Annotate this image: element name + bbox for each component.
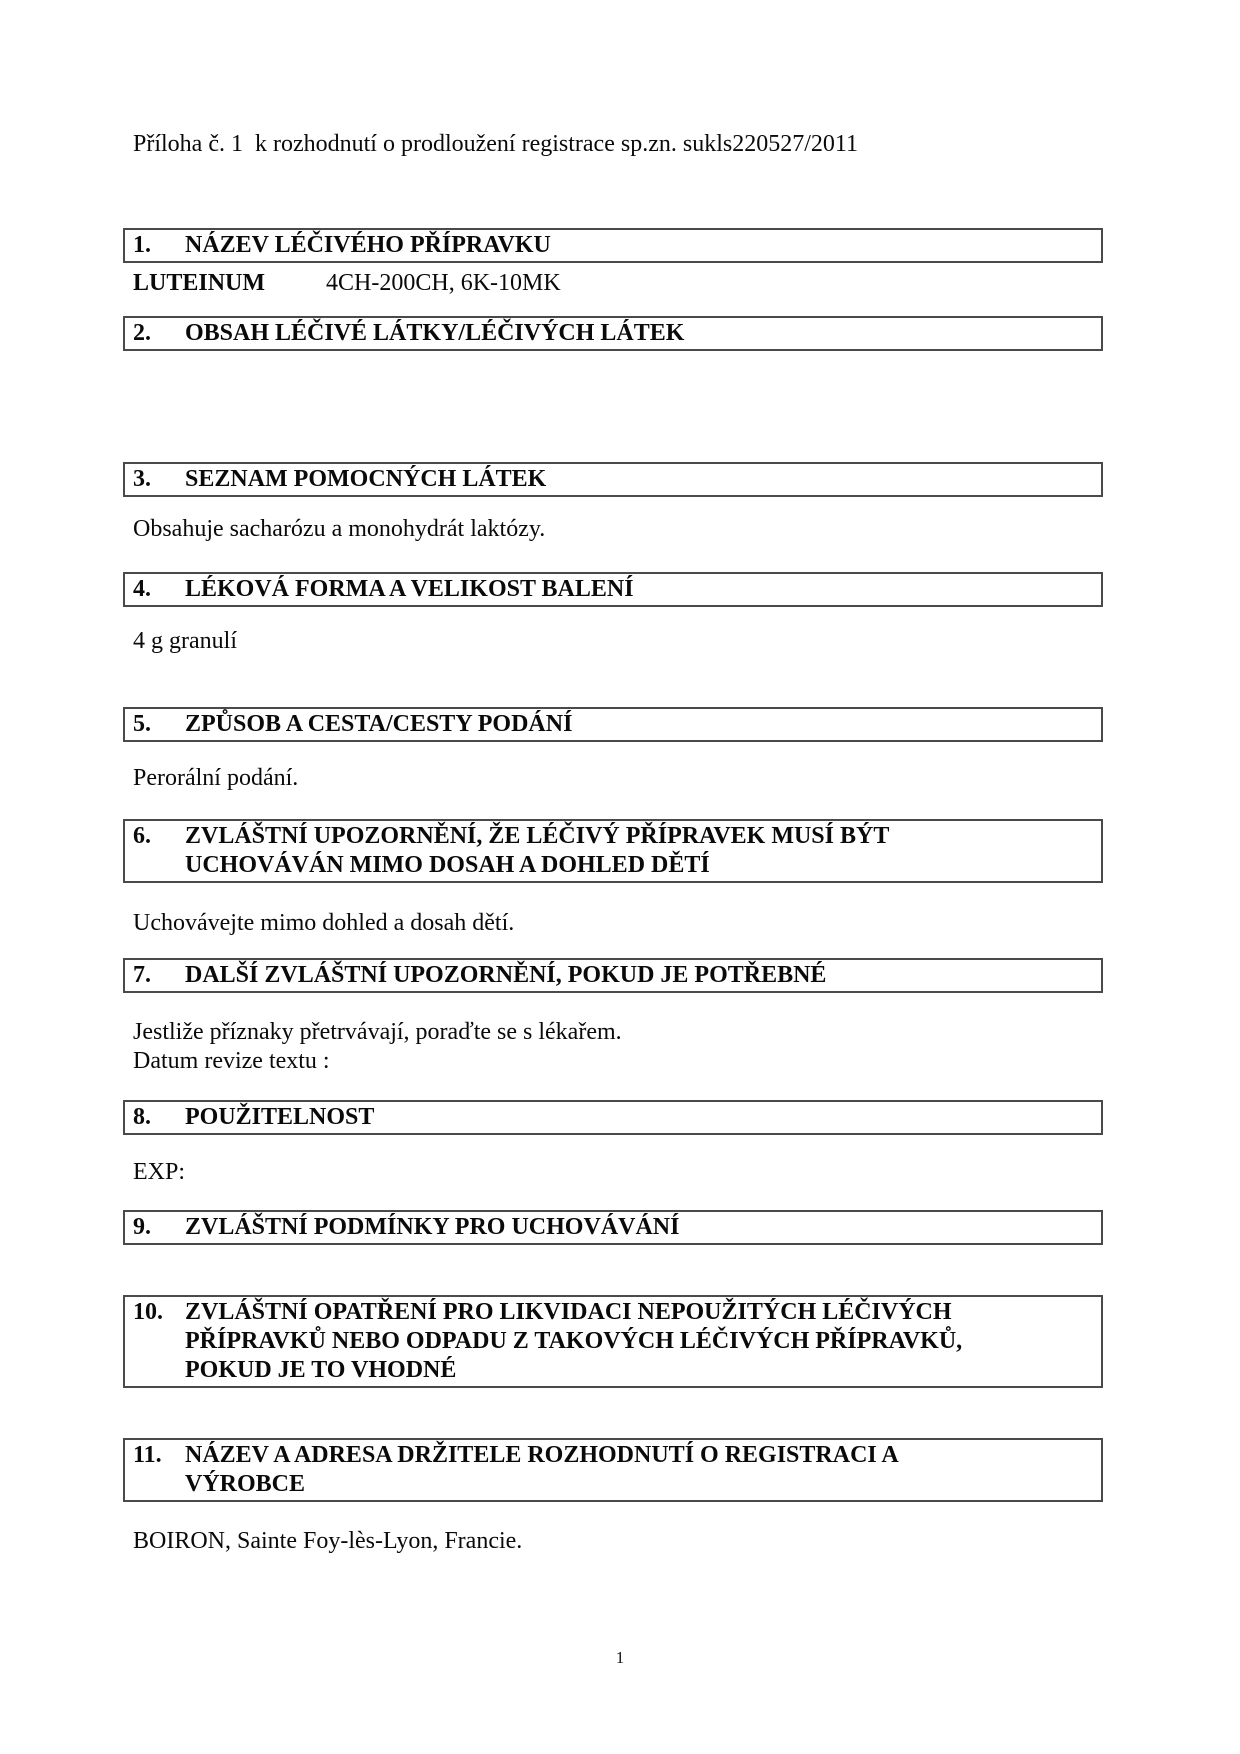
section-title: DALŠÍ ZVLÁŠTNÍ UPOZORNĚNÍ, POKUD JE POTŘEBNÉ xyxy=(185,962,827,988)
warning-line-1: Jestliže příznaky přetrvávají, poraďte se s lékařem. xyxy=(133,1019,622,1045)
product-strength: 4CH-200CH, 6K-10MK xyxy=(326,270,561,296)
section-title: ZVLÁŠTNÍ UPOZORNĚNÍ, ŽE LÉČIVÝ PŘÍPRAVEK MUSÍ BÝT UCHOVÁVÁN MIMO DOSAH A DOHLED DĚTÍ xyxy=(185,823,889,878)
section-title: SEZNAM POMOCNÝCH LÁTEK xyxy=(185,466,547,492)
page-number: 1 xyxy=(615,1648,625,1667)
section-heading-11 xyxy=(123,1438,1103,1502)
section-heading-1 xyxy=(123,228,1103,263)
marketing-holder-text: BOIRON, Sainte Foy-lès-Lyon, Francie. xyxy=(133,1528,523,1554)
section-title: ZVLÁŠTNÍ OPATŘENÍ PRO LIKVIDACI NEPOUŽITÝCH LÉČIVÝCH PŘÍPRAVKŮ NEBO ODPADU Z TAKOVÝCH LÉČIVÝCH PŘÍPRAVKŮ, POKUD JE TO VHODNÉ xyxy=(185,1299,963,1383)
section-number: 7. xyxy=(133,962,151,988)
section-heading-4 xyxy=(123,572,1103,607)
section-number: 3. xyxy=(133,466,151,492)
section-number: 6. xyxy=(133,823,151,849)
section-heading-8 xyxy=(123,1100,1103,1135)
section-title: ZPŮSOB A CESTA/CESTY PODÁNÍ xyxy=(185,711,573,737)
section-number: 8. xyxy=(133,1104,151,1130)
product-name: LUTEINUM xyxy=(133,270,266,296)
section-number: 5. xyxy=(133,711,151,737)
section-number: 10. xyxy=(133,1299,163,1325)
section-title: POUŽITELNOST xyxy=(185,1104,375,1130)
section-title: NÁZEV A ADRESA DRŽITELE ROZHODNUTÍ O REGISTRACI A VÝROBCE xyxy=(185,1442,898,1497)
warning-line-2: Datum revize textu : xyxy=(133,1048,330,1074)
section-heading-7 xyxy=(123,958,1103,993)
section-number: 4. xyxy=(133,576,151,602)
section-number: 1. xyxy=(133,232,151,258)
section-heading-3 xyxy=(123,462,1103,497)
section-number: 11. xyxy=(133,1442,162,1468)
section-title: LÉKOVÁ FORMA A VELIKOST BALENÍ xyxy=(185,576,634,602)
document-header: Příloha č. 1 k rozhodnutí o prodloužení registrace sp.zn. sukls220527/2011 xyxy=(133,131,858,157)
route-text: Perorální podání. xyxy=(133,765,299,791)
section-heading-2 xyxy=(123,316,1103,351)
section-heading-10 xyxy=(123,1295,1103,1388)
warning-text xyxy=(133,1018,1130,1076)
keep-away-text: Uchovávejte mimo dohled a dosah dětí. xyxy=(133,910,515,936)
section-title: OBSAH LÉČIVÉ LÁTKY/LÉČIVÝCH LÁTEK xyxy=(185,320,685,346)
section-heading-5 xyxy=(123,707,1103,742)
product-line xyxy=(133,269,1240,298)
section-number: 9. xyxy=(133,1214,151,1240)
section-title: ZVLÁŠTNÍ PODMÍNKY PRO UCHOVÁVÁNÍ xyxy=(185,1214,680,1240)
section-number: 2. xyxy=(133,320,151,346)
dosage-form-text: 4 g granulí xyxy=(133,628,237,654)
section-heading-6 xyxy=(123,819,1103,883)
section-title: NÁZEV LÉČIVÉHO PŘÍPRAVKU xyxy=(185,232,551,258)
section-heading-9 xyxy=(123,1210,1103,1245)
expiry-text: EXP: xyxy=(133,1159,186,1185)
excipients-text: Obsahuje sacharózu a monohydrát laktózy. xyxy=(133,516,546,542)
